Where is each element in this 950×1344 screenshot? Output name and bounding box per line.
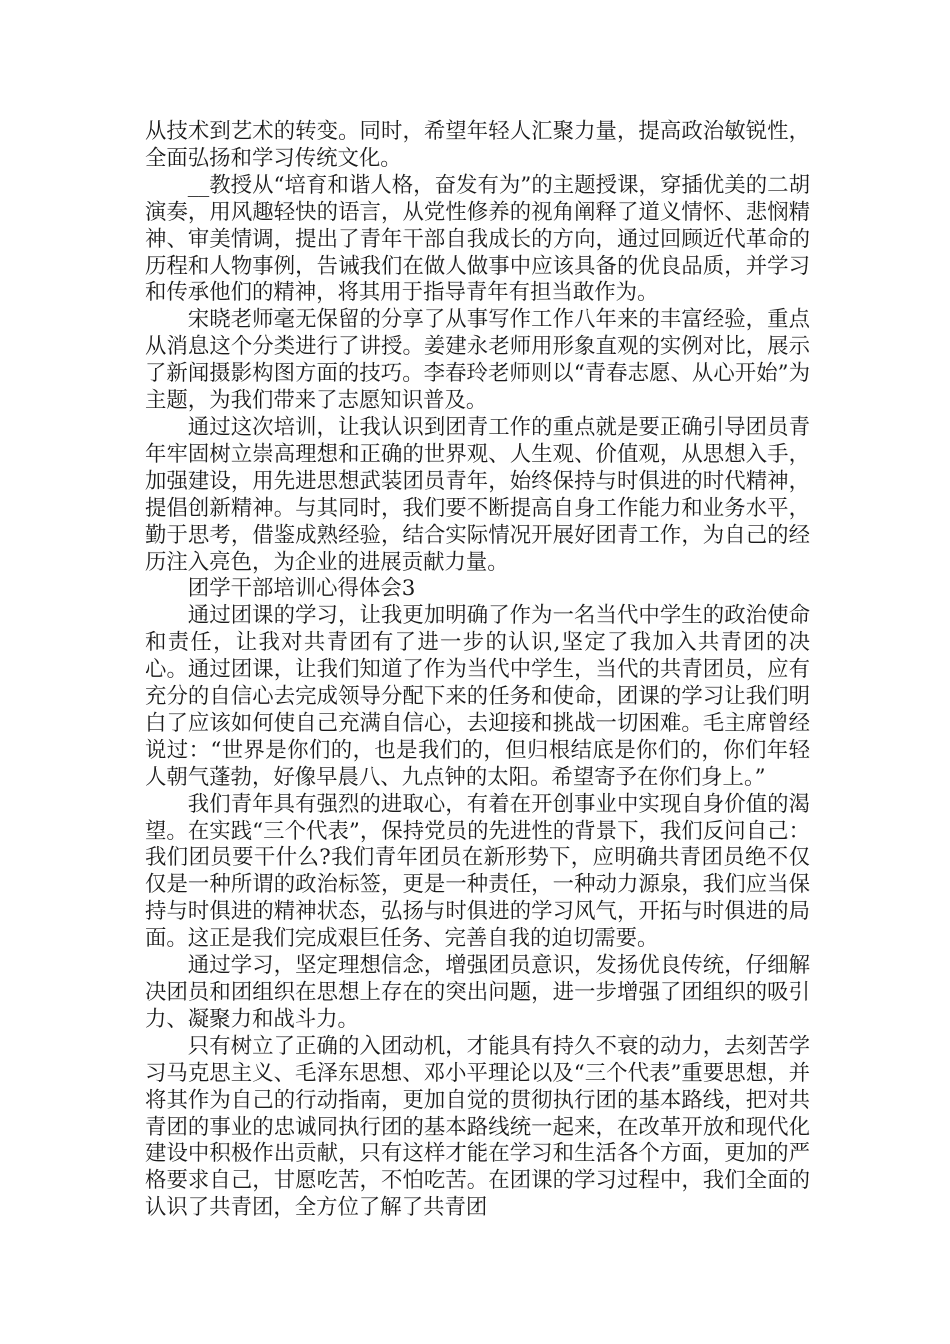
paragraph-1: 从技术到艺术的转变。同时，希望年轻人汇聚力量，提高政治敏锐性，全面弘扬和学习传统文化。	[145, 119, 810, 171]
paragraph-3: 宋晓老师毫无保留的分享了从事写作工作八年来的丰富经验，重点从消息这个分类进行了讲授。姜建永老师用形象直观的实例对比，展示了新闻摄影构图方面的技巧。李春玲老师则以“青春志愿、从心开始”为主题，为我们带来了志愿知识普及。	[145, 307, 810, 414]
paragraph-5: 通过团课的学习，让我更加明确了作为一名当代中学生的政治使命和责任，让我对共青团有了进一步的认识,坚定了我加入共青团的决心。通过团课，让我们知道了作为当代中学生，当代的共青团员，应有充分的自信心去完成领导分配下来的任务和使命，团课的学习让我们明白了应该如何使自己充满自信心，去迎接和挑战一切困难。毛主席曾经说过：“世界是你们的，也是我们的，但归根结底是你们的，你们年轻人朝气蓬勃，好像早晨八、九点钟的太阳。希望寄予在你们身上。”	[145, 603, 810, 790]
paragraph-4: 通过这次培训，让我认识到团青工作的重点就是要正确引导团员青年牢固树立崇高理想和正确的世界观、人生观、价值观，从思想入手，加强建设，用先进思想武装团员青年，始终保持与时俱进的时代精神，提倡创新精神。与其同时，我们要不断提高自身工作能力和业务水平，勤于思考，借鉴成熟经验，结合实际情况开展好团青工作，为自己的经历注入亮色，为企业的进展贡献力量。	[145, 414, 810, 575]
paragraph-8: 只有树立了正确的入团动机，才能具有持久不衰的动力，去刻苦学习马克思主义、毛泽东思想、邓小平理论以及“三个代表”重要思想，并将其作为自己的行动指南，更加自觉的贯彻执行团的基本路线，把对共青团的事业的忠诚同执行团的基本路线统一起来，在改革开放和现代化建设中积极作出贡献，只有这样才能在学习和生活各个方面，更加的严格要求自己，甘愿吃苦，不怕吃苦。在团课的学习过程中，我们全面的认识了共青团，全方位了解了共青团	[145, 1033, 810, 1221]
section-heading: 团学干部培训心得体会3	[187, 576, 416, 602]
paragraph-6: 我们青年具有强烈的进取心，有着在开创事业中实现自身价值的渴望。在实践“三个代表”，保持党员的先进性的背景下，我们反问自己：我们团员要干什么?我们青年团员在新形势下，应明确共青团员绝不仅仅是一种所谓的政治标签，更是一种责任，一种动力源泉，我们应当保持与时俱进的精神状态，弘扬与时俱进的学习风气，开拓与时俱进的局面。这正是我们完成艰巨任务、完善自我的迫切需要。	[145, 791, 810, 952]
paragraph-7: 通过学习，坚定理想信念，增强团员意识，发扬优良传统，仔细解决团员和团组织在思想上存在的突出问题，进一步增强了团组织的吸引力、凝聚力和战斗力。	[145, 953, 810, 1032]
paragraph-2: __教授从“培育和谐人格，奋发有为”的主题授课，穿插优美的二胡演奏，用风趣轻快的语言，从党性修养的视角阐释了道义情怀、悲悯精神、审美情调，提出了青年干部自我成长的方向，通过回顾近代革命的历程和人物事例，告诫我们在做人做事中应该具备的优良品质，并学习和传承他们的精神，将其用于指导青年有担当敢作为。	[145, 172, 810, 306]
document-body	[145, 119, 810, 1222]
